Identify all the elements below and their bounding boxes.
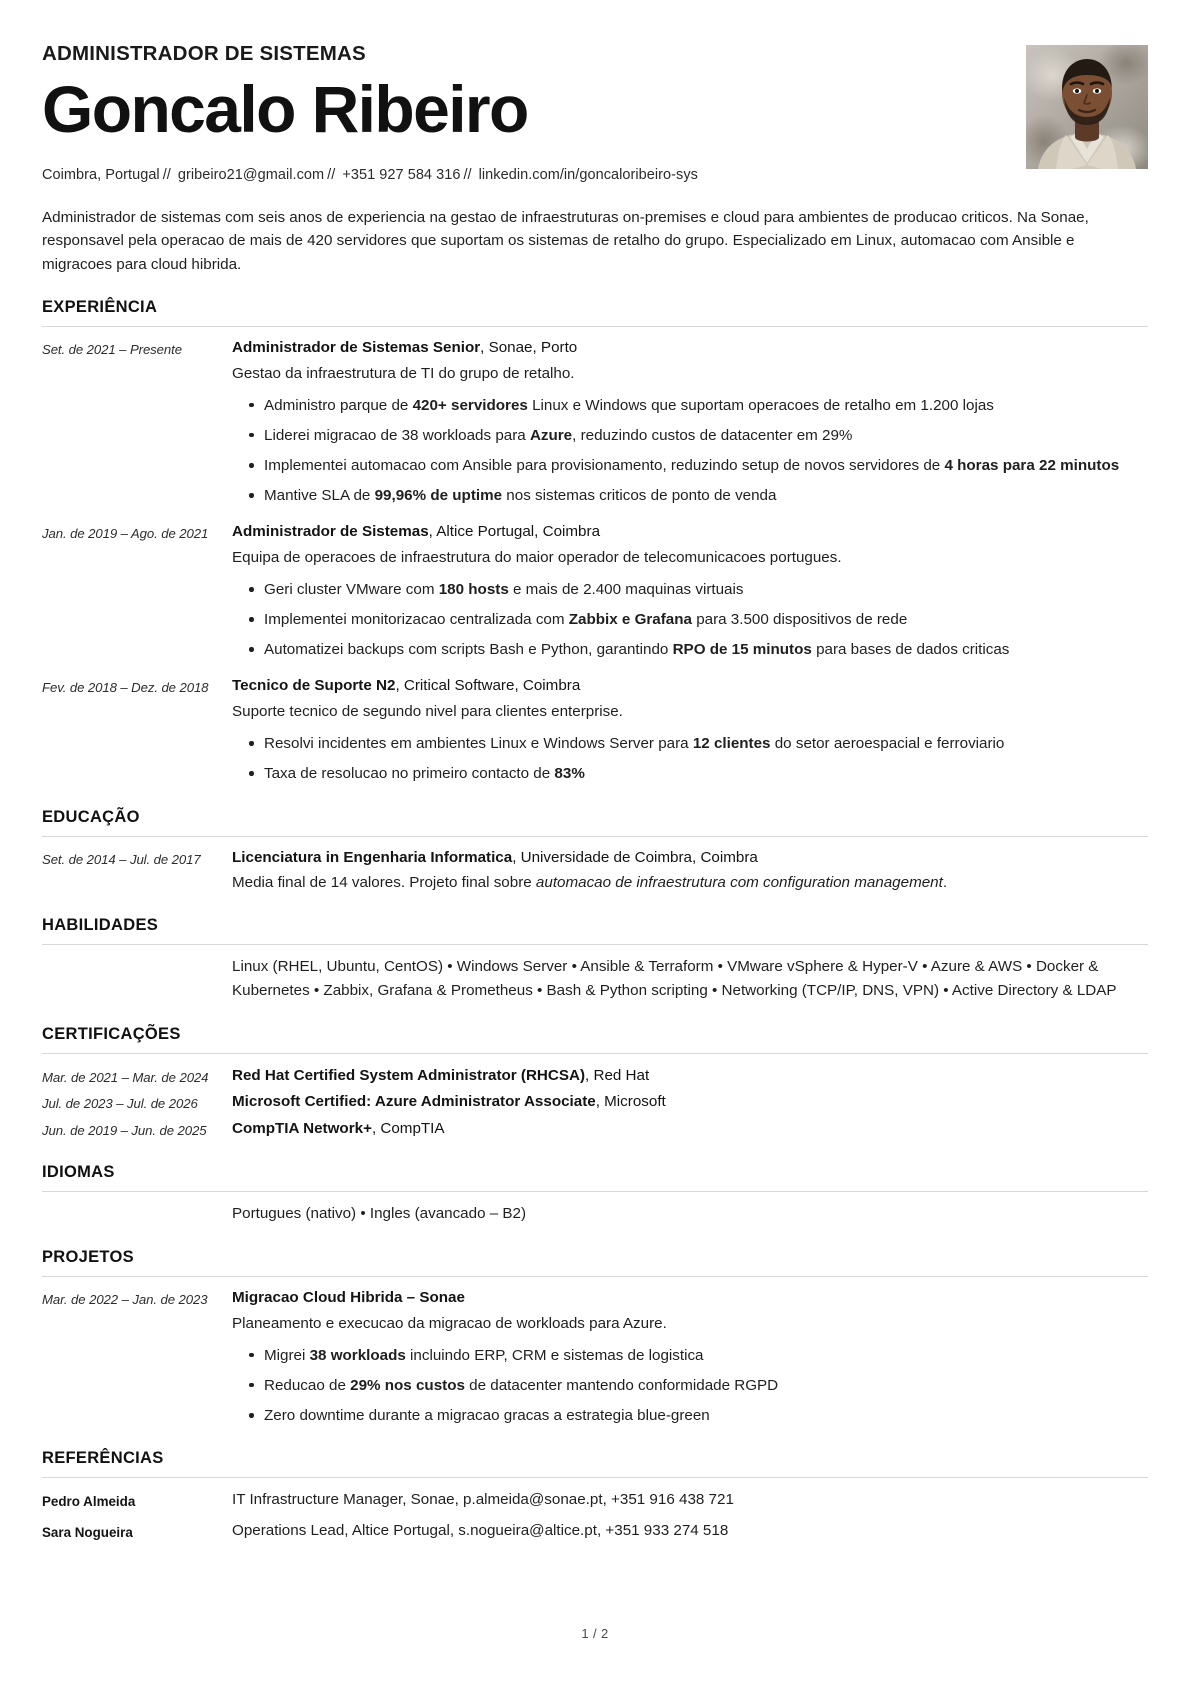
- entry-title-rest: , Universidade de Coimbra, Coimbra: [512, 848, 758, 866]
- bullet-pre: Zero downtime durante a migracao gracas a estrategia blue-green: [264, 1407, 710, 1425]
- contact-location: Coimbra, Portugal: [42, 167, 160, 184]
- project-entry: [42, 1287, 1148, 1427]
- entry-date: Set. de 2014 – Jul. de 2017: [42, 851, 201, 867]
- entry-date: Fev. de 2018 – Dez. de 2018: [42, 680, 209, 696]
- bullet-item: [264, 1374, 1148, 1397]
- contact-phone[interactable]: +351 927 584 316: [342, 167, 461, 184]
- reference-entries: [42, 1478, 1148, 1543]
- bullet-bold: 4 horas para 22 minutos: [944, 457, 1120, 475]
- entry-bullets: [232, 1344, 1148, 1427]
- bullet-pre: Geri cluster VMware com: [264, 581, 439, 599]
- section-heading-skills: HABILIDADES: [42, 916, 159, 935]
- subtitle-pre: Media final de 14 valores. Projeto final sobre: [232, 874, 536, 892]
- entry-subtitle: Gestao da infraestrutura de TI do grupo de retalho.: [232, 364, 575, 382]
- skills-list: Linux (RHEL, Ubuntu, CentOS) • Windows Server • Ansible & Terraform • VMware vSphere & Hyper-V • Azure & AWS • Docker & Kubernetes • Zabbix, Grafana & Prometheus • Bash & Python scripting • Networking (TCP/IP, DNS, VPN) • Active Directory & LDAP: [232, 958, 1117, 999]
- resume-header: [42, 42, 1148, 276]
- contact-email[interactable]: gribeiro21@gmail.com: [177, 167, 325, 184]
- entry-body: [232, 1090, 1148, 1115]
- entry-body: [232, 1064, 1148, 1089]
- entry-bullets: [232, 394, 1148, 507]
- profile-photo: [1026, 45, 1148, 169]
- contact-linkedin[interactable]: linkedin.com/in/goncaloribeiro-sys: [478, 167, 698, 184]
- section-skills: [42, 916, 1148, 1002]
- entry-body: [232, 1117, 1148, 1142]
- certification-entry: [42, 1090, 1148, 1115]
- bullet-post: para 3.500 dispositivos de rede: [691, 611, 908, 629]
- bullet-pre: Reducao de: [264, 1376, 351, 1394]
- skills-entries: [42, 945, 1148, 1002]
- section-heading-references: REFERÊNCIAS: [42, 1449, 164, 1468]
- language-entries: [42, 1192, 1148, 1226]
- bullet-bold: 83%: [554, 765, 585, 783]
- entry-body: [232, 521, 1148, 661]
- candidate-name: Goncalo Ribeiro: [42, 71, 528, 146]
- subtitle-italic: automacao de infraestrutura com configuration management: [535, 874, 943, 892]
- entry-body: [232, 1287, 1148, 1427]
- entry-title-bold: Administrador de Sistemas Senior: [232, 338, 481, 356]
- entry-bullets: [232, 732, 1148, 785]
- bullet-post: para bases de dados criticas: [811, 641, 1010, 659]
- certification-entries: [42, 1054, 1148, 1142]
- bullet-bold: 420+ servidores: [412, 396, 528, 414]
- entry-title-rest: , Altice Portugal, Coimbra: [428, 523, 601, 541]
- bullet-item: [264, 638, 1148, 661]
- education-entry: [42, 847, 1148, 895]
- professional-summary: Administrador de sistemas com seis anos de experiencia na gestao de infraestruturas on-premises e cloud para ambientes de producao criticos. Na Sonae, responsavel pela operacao de mais de 420 servidores que suportam os sistemas de retalho do grupo. Especializado em Linux, automacao com Ansible e migracoes para cloud hibrida.: [42, 209, 1089, 273]
- entry-subtitle: Suporte tecnico de segundo nivel para clientes enterprise.: [232, 703, 623, 721]
- certification-entry: [42, 1064, 1148, 1089]
- entry-title-rest: , Sonae, Porto: [480, 338, 578, 356]
- reference-name: Pedro Almeida: [42, 1494, 136, 1510]
- bullet-item: [264, 578, 1148, 601]
- subtitle-post: .: [942, 874, 948, 892]
- bullet-item: [264, 1404, 1148, 1427]
- portrait-illustration: [1026, 45, 1148, 169]
- certification-entry: [42, 1117, 1148, 1142]
- reference-name: Sara Nogueira: [42, 1524, 133, 1540]
- contact-line: [42, 165, 1148, 186]
- section-references: [42, 1449, 1148, 1543]
- entry-date: Jan. de 2019 – Ago. de 2021: [42, 526, 209, 542]
- section-certifications: [42, 1025, 1148, 1142]
- bullet-item: [264, 1344, 1148, 1367]
- bullet-post: , reduzindo custos de datacenter em 29%: [572, 426, 853, 444]
- entry-date: Mar. de 2022 – Jan. de 2023: [42, 1291, 208, 1307]
- bullet-item: [264, 608, 1148, 631]
- section-languages: [42, 1163, 1148, 1226]
- entry-title-bold: Administrador de Sistemas: [232, 523, 429, 541]
- bullet-item: [264, 454, 1148, 477]
- bullet-item: [264, 484, 1148, 507]
- bullet-pre: Taxa de resolucao no primeiro contacto de: [264, 765, 555, 783]
- bullet-pre: Liderei migracao de 38 workloads para: [264, 426, 530, 444]
- bullet-post: de datacenter mantendo conformidade RGPD: [464, 1376, 779, 1394]
- entry-title: [232, 1090, 1148, 1115]
- bullet-pre: Automatizei backups com scripts Bash e Python, garantindo: [264, 641, 673, 659]
- languages-list: Portugues (nativo) • Ingles (avancado – B2): [232, 1205, 527, 1223]
- experience-entries: [42, 327, 1148, 786]
- entry-subtitle: Planeamento e execucao da migracao de workloads para Azure.: [232, 1314, 667, 1332]
- entry-title-bold: CompTIA Network+: [232, 1119, 372, 1137]
- bullet-bold: 99,96% de uptime: [374, 487, 503, 505]
- reference-detail: Operations Lead, Altice Portugal, s.nogueira@altice.pt, +351 933 274 518: [232, 1521, 729, 1539]
- section-heading-languages: IDIOMAS: [42, 1163, 115, 1182]
- bullet-post: nos sistemas criticos de ponto de venda: [502, 487, 777, 505]
- entry-body: [232, 847, 1148, 895]
- bullet-bold: 12 clientes: [692, 735, 771, 753]
- bullet-post: incluindo ERP, CRM e sistemas de logistica: [405, 1346, 704, 1364]
- bullet-bold: Zabbix e Grafana: [568, 611, 692, 629]
- entry-title: [232, 337, 1148, 360]
- bullet-bold: RPO de 15 minutos: [672, 641, 812, 659]
- section-heading-projects: PROJETOS: [42, 1247, 134, 1266]
- entry-bullets: [232, 578, 1148, 661]
- page-indicator: 1 / 2: [581, 1626, 609, 1641]
- contact-separator-2: //: [327, 167, 336, 184]
- contact-separator-1: //: [162, 167, 171, 184]
- bullet-pre: Administro parque de: [264, 396, 413, 414]
- bullet-item: [264, 394, 1148, 417]
- experience-entry: [42, 675, 1148, 785]
- bullet-pre: Resolvi incidentes em ambientes Linux e Windows Server para: [264, 735, 693, 753]
- contact-separator-3: //: [463, 167, 472, 184]
- entry-title: [232, 847, 1148, 870]
- bullet-bold: Azure: [529, 426, 573, 444]
- entry-subtitle: [232, 871, 1148, 894]
- entry-title-bold: Tecnico de Suporte N2: [232, 677, 396, 695]
- entry-date: Mar. de 2021 – Mar. de 2024: [42, 1069, 209, 1085]
- experience-entry: [42, 337, 1148, 507]
- bullet-pre: Implementei monitorizacao centralizada com: [264, 611, 569, 629]
- entry-title-rest: , Microsoft: [595, 1093, 666, 1111]
- education-entries: [42, 837, 1148, 895]
- section-heading-education: EDUCAÇÃO: [42, 807, 140, 826]
- languages-block: [42, 1202, 1148, 1226]
- reference-entry: [42, 1488, 1148, 1512]
- bullet-item: [264, 424, 1148, 447]
- bullet-post: do setor aeroespacial e ferroviario: [770, 735, 1005, 753]
- bullet-bold: 38 workloads: [309, 1346, 406, 1364]
- entry-body: [232, 675, 1148, 785]
- reference-detail: IT Infrastructure Manager, Sonae, p.almeida@sonae.pt, +351 916 438 721: [232, 1491, 734, 1509]
- bullet-pre: Migrei: [264, 1346, 310, 1364]
- entry-title-bold: Red Hat Certified System Administrator (RHCSA): [232, 1066, 586, 1084]
- bullet-pre: Implementei automacao com Ansible para provisionamento, reduzindo setup de novos servidores de: [264, 457, 945, 475]
- job-title-label: ADMINISTRADOR DE SISTEMAS: [42, 42, 366, 65]
- experience-entry: [42, 521, 1148, 661]
- entry-title: [232, 521, 1148, 544]
- entry-date: Jul. de 2023 – Jul. de 2026: [42, 1096, 198, 1112]
- entry-title-bold: Microsoft Certified: Azure Administrator Associate: [232, 1093, 596, 1111]
- entry-title: [232, 1287, 1148, 1310]
- entry-date: Set. de 2021 – Presente: [42, 341, 182, 357]
- bullet-post: e mais de 2.400 maquinas virtuais: [508, 581, 744, 599]
- page-footer: [0, 1626, 1190, 1641]
- bullet-pre: Mantive SLA de: [264, 487, 375, 505]
- bullet-bold: 180 hosts: [438, 581, 509, 599]
- section-heading-experience: EXPERIÊNCIA: [42, 297, 158, 316]
- entry-body: [232, 337, 1148, 507]
- entry-title: [232, 675, 1148, 698]
- section-education: [42, 808, 1148, 895]
- bullet-item: [264, 762, 1148, 785]
- section-experience: [42, 298, 1148, 786]
- entry-title-rest: , Red Hat: [585, 1066, 650, 1084]
- bullet-bold: 29% nos custos: [350, 1376, 465, 1394]
- section-heading-certifications: CERTIFICAÇÕES: [42, 1024, 181, 1043]
- entry-subtitle: Equipa de operacoes de infraestrutura do maior operador de telecomunicacoes portugues.: [232, 549, 842, 567]
- skills-block: [42, 955, 1148, 1002]
- bullet-item: [264, 732, 1148, 755]
- entry-title-rest: , Critical Software, Coimbra: [395, 677, 581, 695]
- entry-title-bold: Migracao Cloud Hibrida – Sonae: [232, 1288, 465, 1306]
- entry-title: [232, 1117, 1148, 1142]
- entry-title-bold: Licenciatura in Engenharia Informatica: [232, 848, 513, 866]
- bullet-post: Linux e Windows que suportam operacoes de retalho em 1.200 lojas: [527, 396, 994, 414]
- entry-date: Jun. de 2019 – Jun. de 2025: [42, 1122, 207, 1138]
- section-projects: [42, 1248, 1148, 1427]
- entry-title-rest: , CompTIA: [371, 1119, 445, 1137]
- entry-title: [232, 1064, 1148, 1089]
- project-entries: [42, 1277, 1148, 1427]
- reference-entry: [42, 1519, 1148, 1543]
